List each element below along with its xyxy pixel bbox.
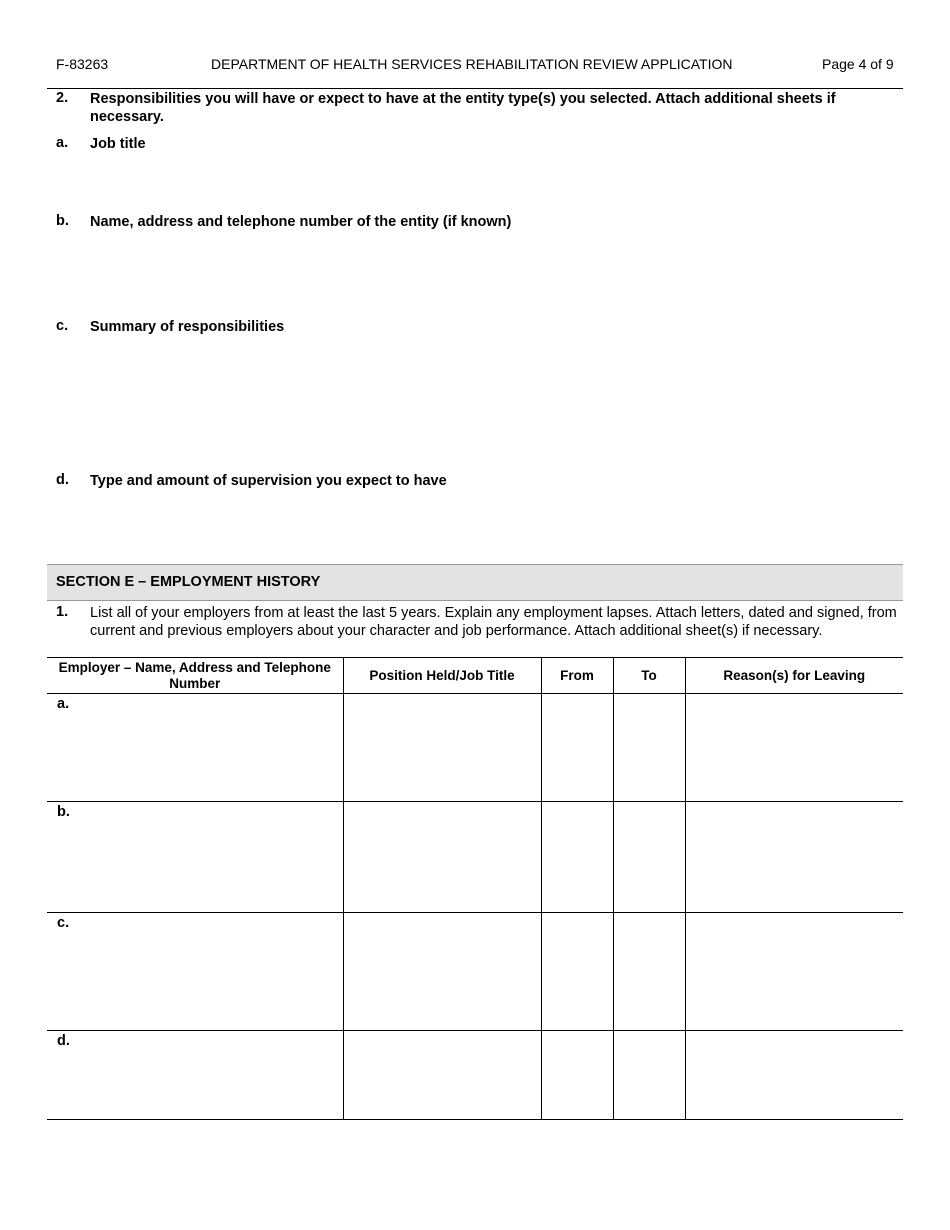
employer-cell[interactable] [47, 1031, 343, 1120]
section-e-header [47, 564, 903, 601]
row-label: b. [57, 804, 70, 820]
employer-cell[interactable] [47, 694, 343, 802]
form-number: F-83263 [56, 56, 109, 72]
item-d-label: Type and amount of supervision you expect to have [90, 473, 447, 489]
job-title-field[interactable] [90, 156, 900, 210]
position-cell[interactable] [343, 694, 541, 802]
item-a-label: Job title [90, 136, 146, 152]
col-from: From [541, 658, 613, 694]
section-e-q1-text: List all of your employers from at least the last 5 years. Explain any employment lapses. Attach letters, dated and signed, from current and previous employers about your character and job performance. Attach additional sheet(s) if necessary. [90, 605, 897, 639]
to-cell[interactable] [613, 913, 685, 1031]
table-row [47, 802, 903, 913]
item-b-letter: b. [56, 213, 69, 229]
row-label: c. [57, 915, 70, 931]
responsibilities-field[interactable] [90, 339, 900, 467]
position-cell[interactable] [343, 1031, 541, 1120]
header-rule [47, 88, 903, 89]
to-cell[interactable] [613, 1031, 685, 1120]
col-employer: Employer – Name, Address and Telephone Number [47, 658, 343, 694]
table-row [47, 1031, 903, 1120]
section-e-title: SECTION E – EMPLOYMENT HISTORY [56, 574, 321, 590]
row-label: a. [57, 696, 70, 712]
supervision-field[interactable] [90, 493, 900, 558]
col-to: To [613, 658, 685, 694]
item-a-letter: a. [56, 135, 69, 151]
to-cell[interactable] [613, 802, 685, 913]
employer-cell[interactable] [47, 802, 343, 913]
col-position: Position Held/Job Title [343, 658, 541, 694]
from-cell[interactable] [541, 694, 613, 802]
item-b-label: Name, address and telephone number of the entity (if known) [90, 214, 512, 230]
from-cell[interactable] [541, 1031, 613, 1120]
reason-cell[interactable] [685, 913, 903, 1031]
reason-cell[interactable] [685, 802, 903, 913]
position-cell[interactable] [343, 802, 541, 913]
table-row [47, 913, 903, 1031]
employer-cell[interactable] [47, 913, 343, 1031]
question-2-text: Responsibilities you will have or expect to have at the entity type(s) you selected. Attach additional sheets if necessary. [90, 91, 836, 125]
col-reason: Reason(s) for Leaving [685, 658, 903, 694]
reason-cell[interactable] [685, 694, 903, 802]
from-cell[interactable] [541, 913, 613, 1031]
form-title: DEPARTMENT OF HEALTH SERVICES REHABILITATION REVIEW APPLICATION [211, 56, 733, 72]
question-2-number: 2. [56, 90, 69, 106]
page-number: Page 4 of 9 [822, 56, 894, 72]
entity-info-field[interactable] [90, 234, 900, 314]
reason-cell[interactable] [685, 1031, 903, 1120]
row-label: d. [57, 1033, 70, 1049]
position-cell[interactable] [343, 913, 541, 1031]
to-cell[interactable] [613, 694, 685, 802]
table-row [47, 694, 903, 802]
section-e-q1-number: 1. [56, 604, 69, 620]
item-d-letter: d. [56, 472, 69, 488]
from-cell[interactable] [541, 802, 613, 913]
employment-history-table [47, 657, 903, 1120]
item-c-label: Summary of responsibilities [90, 319, 285, 335]
item-c-letter: c. [56, 318, 69, 334]
